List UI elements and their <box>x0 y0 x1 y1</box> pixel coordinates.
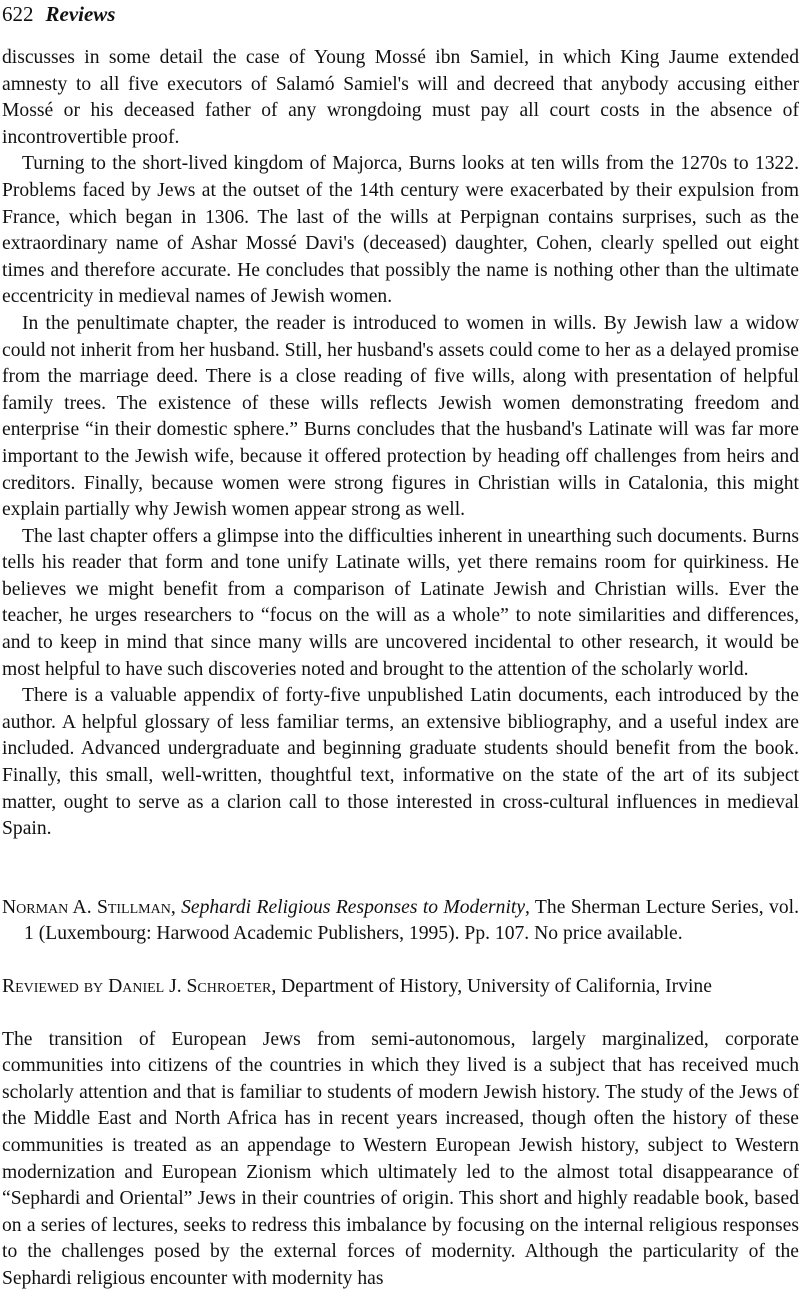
reviewer-affiliation: , Department of History, University of California, Irvine <box>271 976 712 997</box>
reviewer-name: Daniel J. Schroeter <box>108 976 272 997</box>
running-title: Reviews <box>45 2 116 26</box>
page-number: 622 <box>2 2 34 26</box>
book-citation: Norman A. Stillman, Sephardi Religious Responses to Modernity, The Sherman Lecture Series, vol. 1 (Luxembourg: Harwood Academic Publishers, 1995). Pp. 107. No price available. <box>2 896 799 945</box>
book-author: Norman A. Stillman <box>2 896 171 918</box>
paragraph: The transition of European Jews from semi-autonomous, largely marginalized, corporate communities into citizens of the countries in which they lived is a subject that has received much scholarly attention and that is familiar to students of modern Jewish history. The study of the Jews of the Middle East and North Africa has in recent years increased, though often the history of these communities is treated as an appendage to Western European Jewish history, subject to Western modernization and European Zionism which ultimately led to the almost total disappearance of “Sephardi and Oriental” Jews in their countries of origin. This short and highly readable book, based on a series of lectures, seeks to redress this imbalance by focusing on the internal religious responses to the challenges posed by the external forces of modernity. Although the particularity of the Sephardi religious encounter with modernity has <box>2 1028 799 1289</box>
review-body <box>2 1027 799 1293</box>
reviewer-line <box>2 974 799 1001</box>
running-header <box>2 2 115 27</box>
paragraph: discusses in some detail the case of Young Mossé ibn Samiel, in which King Jaume extended amnesty to all five executors of Salamó Samiel's will and decreed that anybody accusing either Mossé or his deceased father of any wrongdoing must pay all court costs in the absence of incontrovertible proof. <box>2 47 799 148</box>
paragraph: In the penultimate chapter, the reader is introduced to women in wills. By Jewish law a widow could not inherit from her husband. Still, her husband's assets could come to her as a delayed promise from the marriage deed. There is a close reading of five wills, along with presentation of helpful family trees. The existence of these wills reflects Jewish women demonstrating freedom and enterprise “in their domestic sphere.” Burns concludes that the husband's Latinate will was far more important to the Jewish wife, because it offered protection by heading off challenges from heirs and creditors. Finally, because women were strong figures in Christian wills in Catalonia, this might explain partially why Jewish women appear strong as well. <box>2 312 799 521</box>
paragraph: The last chapter offers a glimpse into the difficulties inherent in unearthing such documents. Burns tells his reader that form and tone unify Latinate wills, yet there remains room for quirkiness. He believes we might benefit from a comparison of Latinate Jewish and Christian wills. Ever the teacher, he urges researchers to “focus on the will as a whole” to note similarities and differences, and to keep in mind that since many wills are uncovered incidental to other research, it would be most helpful to have such discoveries noted and brought to the attention of the scholarly world. <box>2 525 799 680</box>
page-body <box>2 45 799 1293</box>
book-title: Sephardi Religious Responses to Modernity <box>181 896 526 918</box>
paragraph: There is a valuable appendix of forty-five unpublished Latin documents, each introduced by the author. A helpful glossary of less familiar terms, an extensive bibliography, and a useful index are included. Advanced undergraduate and beginning graduate students should benefit from the book. Finally, this small, well-written, thoughtful text, informative on the state of the art of its subject matter, ought to serve as a clarion call to those interested in cross-cultural influences in medieval Spain. <box>2 685 799 840</box>
paragraph: Turning to the short-lived kingdom of Majorca, Burns looks at ten wills from the 1270s to 1322. Problems faced by Jews at the outset of the 14th century were exacerbated by their expulsion from France, which began in 1306. The last of the wills at Perpignan contains surprises, such as the extraordinary name of Ashar Mossé Davi's (deceased) daughter, Cohen, clearly spelled out eight times and therefore accurate. He concludes that possibly the name is nothing other than the ultimate eccentricity in medieval names of Jewish women. <box>2 153 799 308</box>
reviewed-by-label: Reviewed by <box>2 976 104 997</box>
publication-details: , The Sherman Lecture Series, vol. 1 (Luxembourg: Harwood Academic Publishers, 1995). Pp. 107. No price available. <box>24 896 799 945</box>
